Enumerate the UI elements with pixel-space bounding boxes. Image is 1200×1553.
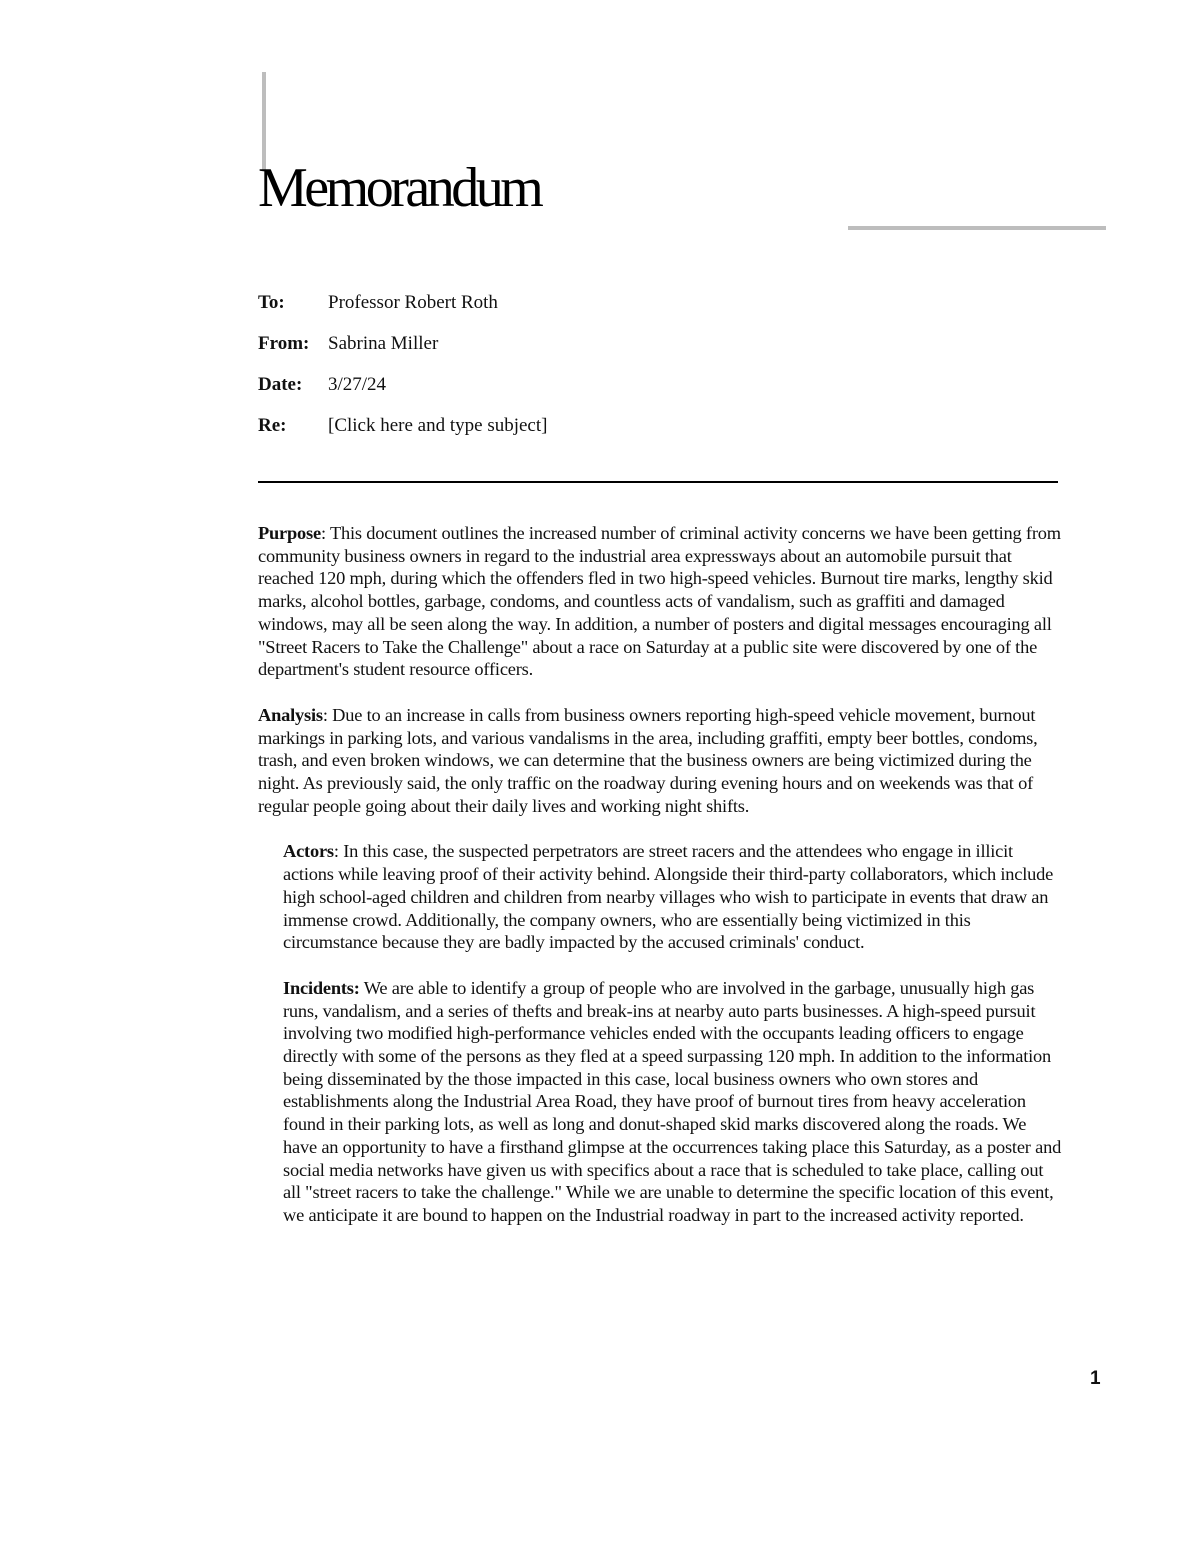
actors-heading: Actors <box>283 841 334 862</box>
decorative-vertical-bar <box>262 72 266 170</box>
re-row <box>258 415 547 456</box>
date-value: 3/27/24 <box>328 374 387 395</box>
to-label: To: <box>258 292 285 313</box>
from-value: Sabrina Miller <box>328 333 439 354</box>
purpose-heading: Purpose <box>258 523 321 543</box>
purpose-paragraph <box>258 522 1063 681</box>
purpose-text: : This document outlines the increased number of criminal activity concerns we have been getting from community business owners in regard to the industrial area expressways about an automobile pursuit that reached 120 mph, during which the offenders fled in two high-speed vehicles. Burnout tire marks, lengthy skid marks, alcohol bottles, garbage, condoms, and countless acts of vandalism, such as graffiti and damaged windows, may all be seen along the way. In addition, a number of posters and digital messages encouraging all "Street Racers to Take the Challenge" about a race on Saturday at a public site were discovered by one of the department's student resource officers. <box>258 523 1061 680</box>
actors-text: : In this case, the suspected perpetrators are street racers and the attendees who engage in illicit actions while leaving proof of their activity behind. Alongside their third-party collaborators, which include high school-aged children and children from nearby villages who wish to participate in events that draw an immense crowd. Additionally, the company owners, who are essentially being victimized in this circumstance because they are badly impacted by the accused criminals' conduct. <box>283 841 1054 953</box>
incidents-heading: Incidents: <box>283 977 360 998</box>
date-row <box>258 374 547 415</box>
date-label: Date: <box>258 374 303 395</box>
analysis-text: : Due to an increase in calls from business owners reporting high-speed vehicle movement, burnout markings in parking lots, and various vandalisms in the area, including graffiti, empty beer bottles, condoms, trash, and even broken windows, we can determine that the business owners are being victimized during the night. As previously said, the only traffic on the roadway during evening hours and on weekends was that of regular people going about their daily lives and working night shifts. <box>258 704 1038 816</box>
subject-placeholder-field[interactable]: [Click here and type subject] <box>328 415 548 436</box>
memo-body <box>258 522 1063 1250</box>
to-value: Professor Robert Roth <box>328 292 498 313</box>
to-row <box>258 292 547 333</box>
memo-header-fields <box>258 292 547 456</box>
memo-title: Memorandum <box>258 157 541 219</box>
analysis-paragraph <box>258 704 1063 818</box>
re-label: Re: <box>258 415 287 436</box>
from-row <box>258 333 547 374</box>
header-divider <box>258 481 1058 483</box>
page-number: 1 <box>1090 1368 1101 1389</box>
from-label: From: <box>258 333 310 354</box>
incidents-paragraph <box>283 977 1063 1227</box>
decorative-horizontal-bar <box>848 226 1106 230</box>
incidents-text: We are able to identify a group of people who are involved in the garbage, unusually high gas runs, vandalism, and a series of thefts and break-ins at nearby auto parts businesses. A high-speed pursuit involving two modified high-performance vehicles ended with the occupants leading officers to engage directly with some of the persons as they fled at a speed surpassing 120 mph. In addition to the information being disseminated by the those impacted in this case, local business owners who own stores and establishments along the Industrial Area Road, they have proof of burnout tires from heavy acceleration found in their parking lots, as well as long and donut-shaped skid marks discovered along the roads. We have an opportunity to have a firsthand glimpse at the occurrences taking place this Saturday, as a poster and social media networks have given us with specifics about a race that is scheduled to take place, calling out all "street racers to take the challenge." While we are unable to determine the specific location of this event, we anticipate it are bound to happen on the Industrial roadway in part to the increased activity reported. <box>283 977 1062 1225</box>
analysis-heading: Analysis <box>258 704 323 725</box>
actors-paragraph <box>283 840 1063 954</box>
